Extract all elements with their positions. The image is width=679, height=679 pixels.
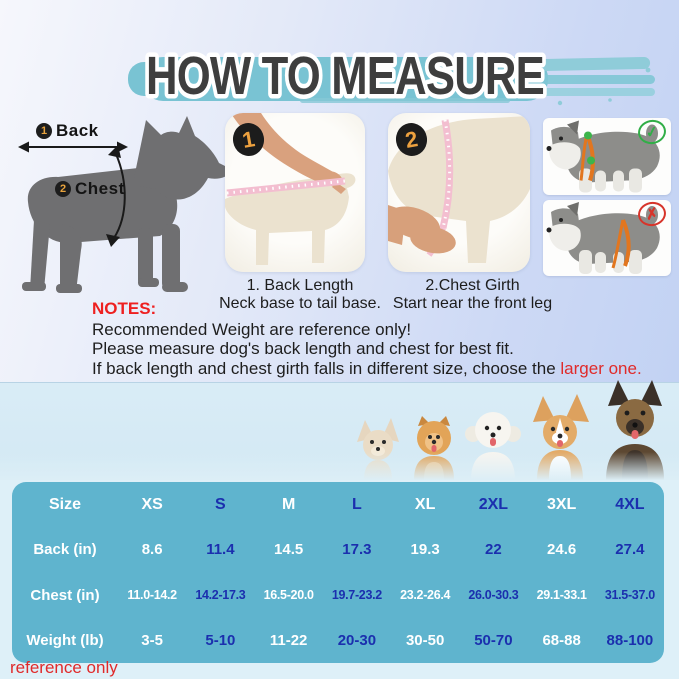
step2-caption-sub: Start near the front leg	[392, 295, 553, 312]
back-value-3xl: 24.6	[547, 541, 577, 559]
column-header-s: S	[215, 495, 226, 513]
step2-caption-title: 2.Chest Girth	[425, 277, 520, 294]
step1-caption-sub: Neck base to tail base.	[219, 295, 381, 312]
back-marker-label	[36, 121, 99, 141]
chest-marker-label	[55, 179, 125, 199]
column-header-xs: XS	[141, 495, 163, 513]
row-label-back: Back (in)	[33, 541, 97, 559]
row-label-weight: Weight (lb)	[26, 631, 104, 649]
notes-line-1: Recommended Weight are reference only!	[92, 319, 412, 339]
dog-silhouette	[22, 116, 233, 293]
weight-value-l: 20-30	[337, 631, 377, 649]
step1-caption-title: 1. Back Length	[246, 277, 354, 294]
weight-value-xs: 3-5	[141, 631, 163, 649]
chest-value-3xl: 29.1-33.1	[536, 588, 587, 603]
column-header-xl: XL	[414, 495, 436, 513]
chest-label-text: Chest	[75, 179, 125, 198]
notes-line-3	[92, 359, 667, 379]
column-header-l: L	[351, 495, 362, 513]
weight-value-s: 5-10	[205, 631, 236, 649]
weight-value-m: 11-22	[269, 631, 308, 649]
title-banner	[0, 0, 679, 118]
chest-value-xs: 11.0-14.2	[127, 588, 177, 603]
step2-photo	[388, 113, 530, 272]
notes-line-3-text: If back length and chest girth falls in different size, choose the	[92, 358, 561, 378]
weight-value-4xl: 88-100	[606, 631, 654, 649]
column-header-size: Size	[48, 495, 81, 513]
back-value-xs: 8.6	[141, 541, 163, 559]
page-title: HOW TO MEASURE	[146, 46, 544, 106]
correct-check-icon: ✓	[636, 118, 668, 146]
size-chart-table	[12, 482, 664, 663]
correct-fit-photo	[543, 118, 671, 195]
column-header-2xl: 2XL	[478, 495, 509, 513]
weight-value-3xl: 68-88	[542, 631, 581, 649]
marker-1-badge: 1	[36, 123, 52, 139]
notes-section	[92, 299, 667, 378]
incorrect-fit-photo	[543, 200, 671, 276]
chest-value-xl: 23.2-26.4	[400, 588, 451, 603]
reference-only-note: reference only	[10, 658, 118, 677]
step1-badge: 1	[230, 121, 266, 159]
chest-value-l: 19.7-23.2	[331, 588, 382, 603]
chest-value-2xl: 26.0-30.3	[468, 588, 519, 603]
step2-badge: 2	[393, 121, 429, 159]
row-label-chest: Chest (in)	[30, 586, 100, 604]
notes-heading: NOTES:	[92, 299, 157, 318]
weight-value-xl: 30-50	[405, 631, 445, 649]
column-header-3xl: 3XL	[546, 495, 577, 513]
back-value-l: 17.3	[342, 541, 372, 559]
column-header-4xl: 4XL	[615, 495, 645, 513]
chest-value-m: 16.5-20.0	[263, 588, 314, 603]
incorrect-cross-icon: ✗	[636, 200, 668, 228]
notes-line-3-highlight: larger one.	[560, 358, 642, 378]
back-value-m: 14.5	[274, 541, 304, 559]
notes-line-2: Please measure dog's back length and chest for best fit.	[92, 339, 514, 358]
marker-2-badge: 2	[55, 181, 71, 197]
mist-fade	[0, 452, 679, 480]
step1-photo	[225, 113, 365, 272]
back-value-2xl: 22	[485, 541, 502, 559]
chest-value-s: 14.2-17.3	[195, 588, 246, 603]
back-value-4xl: 27.4	[615, 541, 645, 559]
chest-value-4xl: 31.5-37.0	[604, 588, 655, 603]
back-value-s: 11.4	[206, 541, 235, 559]
back-label-text: Back	[56, 121, 99, 140]
weight-value-2xl: 50-70	[474, 631, 513, 649]
back-value-xl: 19.3	[410, 541, 440, 559]
column-header-m: M	[281, 495, 296, 513]
